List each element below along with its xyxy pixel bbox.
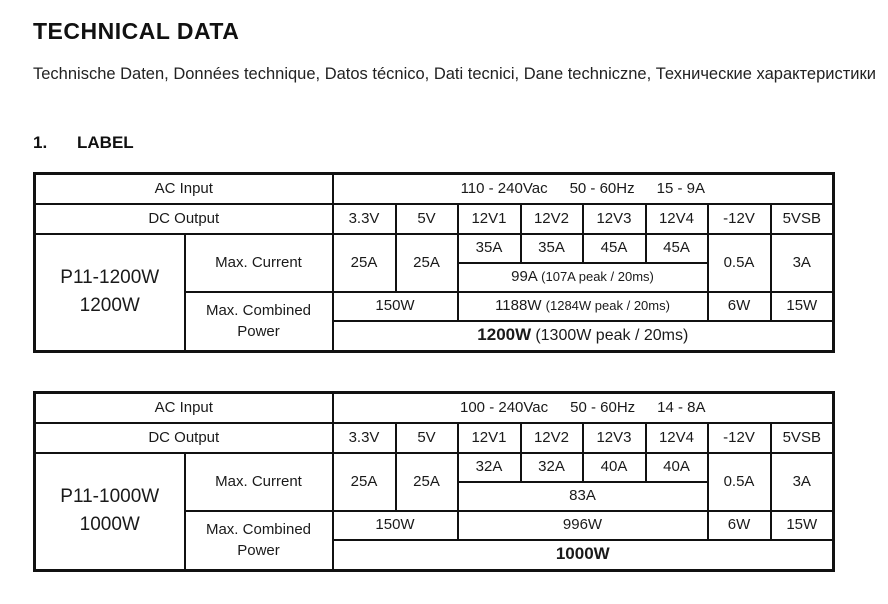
current-12v3: 40A <box>583 453 646 482</box>
total-power-value: 1200W <box>477 325 532 345</box>
rail-header: 12V1 <box>458 204 521 234</box>
max-power-label: Max. Combined Power <box>185 511 333 571</box>
rail-header: 12V2 <box>521 204 583 234</box>
current-12v-total-peak: (107A peak / 20ms) <box>541 269 654 284</box>
ac-input-label: AC Input <box>35 174 333 204</box>
rail-header: 5VSB <box>771 423 834 453</box>
ac-input-values <box>333 174 834 204</box>
rail-header: 5V <box>396 204 458 234</box>
total-power-value: 1000W <box>555 544 610 564</box>
power-3v3-5v: 150W <box>333 511 458 540</box>
section-title: LABEL <box>77 133 134 152</box>
model-cell <box>35 234 185 352</box>
ac-voltage: 100 - 240Vac <box>460 398 549 416</box>
rail-header: 12V4 <box>646 423 708 453</box>
ac-current: 14 - 8A <box>657 398 706 416</box>
current-12v4: 40A <box>646 453 708 482</box>
current-5v: 25A <box>396 234 458 292</box>
rail-header: 12V3 <box>583 423 646 453</box>
max-current-row <box>35 234 834 263</box>
dc-output-row <box>35 204 834 234</box>
rail-header: -12V <box>708 423 771 453</box>
current-12v1: 32A <box>458 453 521 482</box>
rail-header: 3.3V <box>333 204 396 234</box>
page-subtitle: Technische Daten, Données technique, Datos técnico, Dati tecnici, Dane techniczne, Технические характеристики <box>33 65 876 83</box>
power-12v: 996W <box>458 511 708 540</box>
model-name: P11-1200W <box>60 267 160 289</box>
max-current-row <box>35 453 834 482</box>
spec-table-1000w <box>33 391 835 572</box>
dc-output-row <box>35 423 834 453</box>
model-cell <box>35 453 185 571</box>
ac-input-row <box>35 393 834 423</box>
ac-input-label: AC Input <box>35 393 333 423</box>
model-name: P11-1000W <box>60 486 160 508</box>
current-12v3: 45A <box>583 234 646 263</box>
ac-frequency: 50 - 60Hz <box>569 179 635 197</box>
current-12v2: 35A <box>521 234 583 263</box>
rail-header: 12V2 <box>521 423 583 453</box>
power-5vsb: 15W <box>771 292 834 321</box>
rail-header: 5VSB <box>771 204 834 234</box>
max-current-label: Max. Current <box>185 453 333 511</box>
current-neg12v: 0.5A <box>708 453 771 511</box>
max-current-label: Max. Current <box>185 234 333 292</box>
current-3v3: 25A <box>333 234 396 292</box>
rail-header: 12V3 <box>583 204 646 234</box>
rail-header: 5V <box>396 423 458 453</box>
power-neg12v: 6W <box>708 292 771 321</box>
power-5vsb: 15W <box>771 511 834 540</box>
current-5v: 25A <box>396 453 458 511</box>
current-5vsb: 3A <box>771 234 834 292</box>
total-power <box>333 321 834 352</box>
rail-header: 12V4 <box>646 204 708 234</box>
ac-voltage: 110 - 240Vac <box>460 179 548 197</box>
power-3v3-5v: 150W <box>333 292 458 321</box>
section-number: 1. <box>33 133 48 152</box>
current-12v1: 35A <box>458 234 521 263</box>
rail-header: -12V <box>708 204 771 234</box>
ac-input-values <box>333 393 834 423</box>
max-power-label: Max. Combined Power <box>185 292 333 352</box>
current-3v3: 25A <box>333 453 396 511</box>
power-12v-peak: (1284W peak / 20ms) <box>545 298 670 313</box>
power-12v-value: 1188W <box>495 297 542 314</box>
current-12v-total <box>458 263 708 292</box>
ac-input-row <box>35 174 834 204</box>
current-12v2: 32A <box>521 453 583 482</box>
total-power <box>333 540 834 571</box>
model-wattage: 1200W <box>79 295 140 317</box>
current-5vsb: 3A <box>771 453 834 511</box>
model-wattage: 1000W <box>79 514 140 536</box>
spec-table-1200w <box>33 172 835 353</box>
dc-output-label: DC Output <box>35 423 333 453</box>
current-12v-total: 83A <box>458 482 708 511</box>
power-neg12v: 6W <box>708 511 771 540</box>
page-title: TECHNICAL DATA <box>33 18 240 44</box>
current-neg12v: 0.5A <box>708 234 771 292</box>
rail-header: 3.3V <box>333 423 396 453</box>
ac-frequency: 50 - 60Hz <box>570 398 636 416</box>
total-power-peak: (1300W peak / 20ms) <box>535 327 689 345</box>
ac-current: 15 - 9A <box>656 179 705 197</box>
current-12v4: 45A <box>646 234 708 263</box>
current-12v-total-value: 99A <box>511 268 537 285</box>
section-heading <box>33 133 134 153</box>
rail-header: 12V1 <box>458 423 521 453</box>
dc-output-label: DC Output <box>35 204 333 234</box>
power-12v <box>458 292 708 321</box>
